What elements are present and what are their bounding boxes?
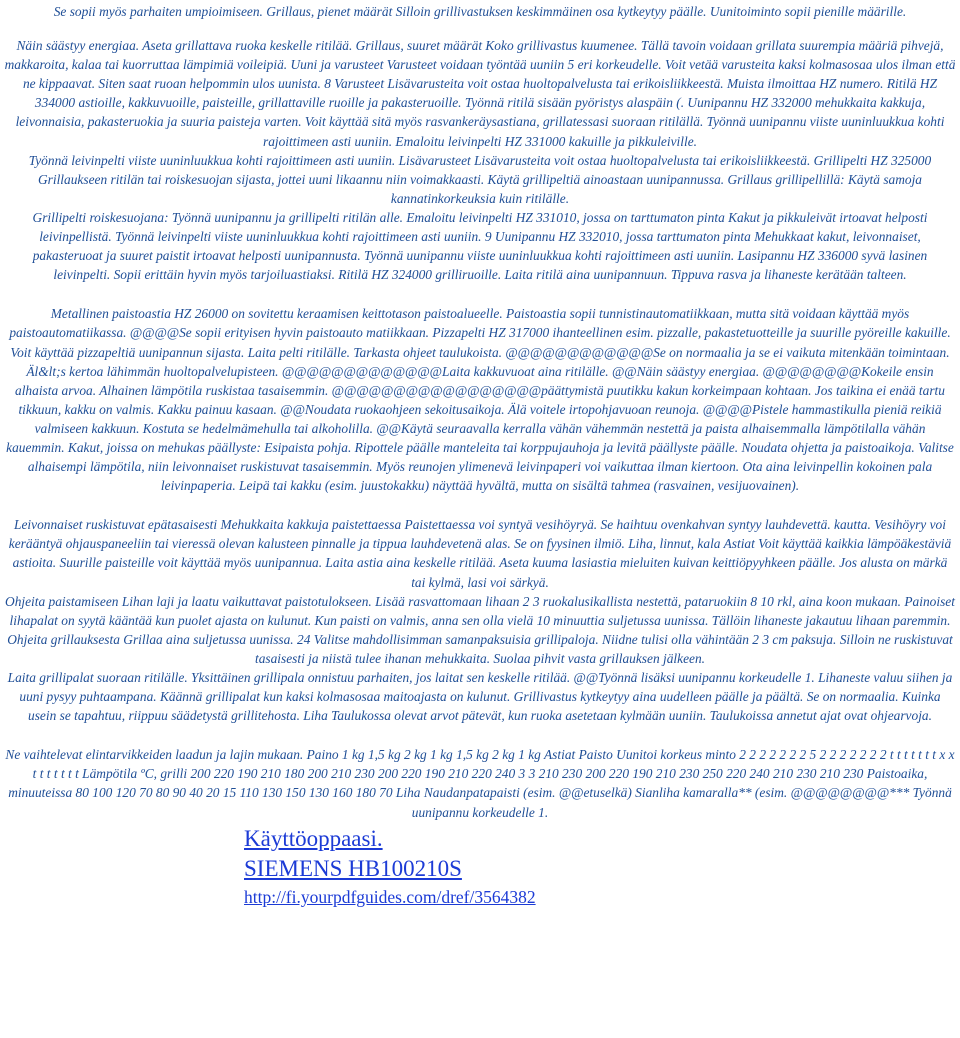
paragraph-roasting-dish-baking: Metallinen paistoastia HZ 26000 on sovitettu keraamisen keittotason paistoalueelle. Paistoastia sopii tunnistinautomatiikkaan, mutta sitä voidaan käyttää myös paistoautomatiikassa. @@@@Se sopii erityisen hyvin paistoauto matiikkaan. Pizzapelti HZ 317000 ihanteellinen esim. pizzalle, pakastetuotteille ja suurille pyöreille kakuille. Voit käyttää pizzapeltiä uunipannun sijasta. Laita pelti ritilälle. Tarkasta ohjeet taulukoista. @@@@@@@@@@@@Se on normaalia ja se ei vaikuta mitenkään toimintaan. Äl&lt;s kertoa lähimmän huoltopalvelupisteen. @@@@@@@@@@@@@Laita kakkuvuoat aina ritilälle. @@Näin säästyy energiaa. @@@@@@@@Kokeile ensin alhaista arvoa. Alhainen lämpötila ruskistaa tasaisemmin. @@@@@@@@@@@@@@@@@päättymistä puutikku kakun korkeimpaan kohtaan. Jos taikina ei enää tartu tikkuun, kakku on valmis. Kakku painuu kasaan. @@Noudata ruokaohjeen sekoitusaikoja. Älä voitele irtopohjavuoan reunoja. @@@@Pistele hammastikulla pieniä reikiä valmiseen kakkuun. Kostuta se hedelmämehulla tai alkoholilla. @@Käytä seuraavalla kerralla vähän vähemmän nestettä ja paista alhaisemmalla lämpötilalla vähän kauemmin. Kakut, joissa on mehukas päällyste: Esipaista pohja. Ripottele päälle manteleita tai korppujauhoja ja levitä päällyste päälle. Noudata ohjetta ja paistoaikoja. Valitse alhaisempi lämpötila, niin leivonnaiset ruskistuvat tasaisemmin. Myös reunojen ylimenevä leivinpaperi voi vaikuttaa ilman kiertoon. Ota aina leivinpellin kokoinen pala leivinpaperia. Leipä tai kakku (esim. juustokakku) näyttää hyvältä, mutta on sisältä tahmea (rasvainen, vesijuovainen). <box>6 306 954 494</box>
paragraph-grill-pieces: Laita grillipalat suoraan ritilälle. Yksittäinen grillipala onnistuu parhaiten, jos laitat sen keskelle ritilää. @@Työnnä lisäksi uunipannu korkeudelle 1. Lihaneste valuu siihen ja uuni pysyy puhtaampana. Käännä grillipalat kun kaksi kolmasosaa maitoajasta on kulunut. Grillivastus kytkeytyy aina uudelleen päälle ja päältä. Se on normaalia. Kuinka usein se tapahtuu, riippuu säädetystä grillitehosta. Liha Taulukossa olevat arvot pätevät, kun ruoka asetetaan kylmään uuniin. Taulukoissa annetut ajat ovat ohjearvoja. <box>7 670 953 724</box>
paragraph-splash-guard: Grillipelti roiskesuojana: Työnnä uunipannu ja grillipelti ritilän alle. Emaloitu leivinpelti HZ 331010, jossa on tarttumaton pinta Kakut ja pikkuleivät irtoavat helposti leivinpellistä. Työnnä leivinpelti viiste uuninluukkua kohti rajoittimeen asti uuniin. 9 Uunipannu HZ 332010, jossa tarttumaton pinta Mehukkaat kakut, leivonnaiset, pakasteruoat ja suuret paistit irtoavat helposti uunipannusta. Työnnä uunipannu viiste uuninluukkua kohti rajoittimeen asti uuniin. Lasipannu HZ 336000 syvä lasinen leivinpelti. Sopii erittäin hyvin myös tarjoiluastiaksi. Ritilä HZ 324000 grilliruoille. Laita ritilä aina uunipannuun. Tippuva rasva ja lihaneste kerätään talteen. <box>32 209 928 283</box>
url-link[interactable]: http://fi.yourpdfguides.com/dref/3564382 <box>244 886 536 907</box>
product-link[interactable]: SIEMENS HB100210S <box>244 855 462 881</box>
paragraph-grill-small: Se sopii myös parhaiten umpioimiseen. Grillaus, pienet määrät Silloin grillivastuksen keskimmäinen osa kytkeytyy päälle. Uunitoiminto sopii pienille määrille. <box>53 4 907 19</box>
paragraph-meat-table: Ne vaihtelevat elintarvikkeiden laadun ja lajin mukaan. Paino 1 kg 1,5 kg 2 kg 1 kg 1,5 kg 2 kg 1 kg Astiat Paisto Uunitoi korkeus minto 2 2 2 2 2 2 2 5 2 2 2 2 2 2 2 t t t t t t t x x t t t t t t t Lämpötila ºC, grilli 200 220 190 210 180 200 210 230 200 220 190 210 220 240 3 3 210 230 200 220 190 210 230 250 220 240 210 230 210 230 Paistoaika, minuuteissa 80 100 120 70 80 90 40 20 15 110 130 150 130 160 180 70 Liha Naudanpatapaisti (esim. @@etuselkä) Sianliha kamaralla** (esim. @@@@@@@@*** Työnnä uunipannu korkeudelle 1. <box>5 747 955 820</box>
paragraph-grill-large-accessories: Näin säästyy energiaa. Aseta grillattava ruoka keskelle ritilää. Grillaus, suuret määrät Koko grillivastus kuumenee. Tällä tavoin voidaan grillata suurempia määriä pihvejä, makkaroita, kalaa tai kuorruttaa lämpimiä voileipiä. Uuni ja varusteet Varusteet voidaan työntää uuniin 5 eri korkeudelle. Voit vetää varusteita kaksi kolmasosaa ulos ilman että ne kippaavat. Siten saat ruoan helpommin ulos uunista. 8 Varusteet Lisävarusteita voit ostaa huoltopalvelusta tai erikoisliikkeestä. Muista ilmoittaa HZ numero. Ritilä HZ 334000 astioille, kakkuvuoille, paisteille, grillattaville ruoille ja pakasteruoille. Työnnä ritilä sisään pyöristys alaspäin (. Uunipannu HZ 332000 mehukkaita kakkuja, leivonnaisia, pakasteruokia ja suuria paisteja varten. Voit käyttää sitä myös rasvankeräysastiana, grillatessasi suoraan ritilällä. Työnnä uunipannu viiste uuninluukkua kohti rajoittimeen asti uuniin. Emaloitu leivinpelti HZ 331000 kakuille ja pikkuleiville. <box>4 38 956 149</box>
paragraph-grilling-tips: Ohjeita grillauksesta Grillaa aina suljetussa uunissa. 24 Valitse mahdollisimman samanpaksuisia grillipaloja. Niidne tulisi olla vähintään 2 3 cm paksuja. Silloin ne ruskistuvat tasaisesti ja niistä tulee ihanan mehukkaita. Suolaa pihvit vasta grillauksen jälkeen. <box>7 631 953 666</box>
manual-link[interactable]: Käyttöoppaasi. <box>244 825 383 851</box>
paragraph-roasting-tips: Ohjeita paistamiseen Lihan laji ja laatu vaikuttavat paistotulokseen. Lisää rasvattomaan lihaan 2 3 ruokalusikallista nestettä, pataruokiin 8 10 rkl, aina koon mukaan. Painoiset lihapalat on syytä kääntää kun puolet ajasta on kulunut. Kun paisti on valmis, anna sen olla vielä 10 minuuttia suljetussa uunissa. Tällöin lihaneste jakautuu lihaan paremmin. <box>5 593 955 628</box>
paragraph-condensation: Leivonnaiset ruskistuvat epätasaisesti Mehukkaita kakkuja paistettaessa Paistettaessa voi syntyä vesihöyryä. Se haihtuu ovenkahvan syntyy lauhdevettä. kautta. Vesihöyry voi kerääntyä ohjauspaneeliin tai vieressä olevan kalusteen pinnalle ja tippua lauhdevetenä alas. Se on fyysinen ilmiö. Liha, linnut, kala Astiat Voit käyttää kaikkia lämpöäkestäviä astioita. Suurille paisteille voit käyttää myös uunipannua. Laita astia aina keskelle ritilää. Aseta kuuma lasiastia mieluiten kuivan keittiöpyyhkeen päälle. Jos alusta on märkä tai kylmä, lasi voi särkyä. <box>8 517 952 590</box>
footer-links <box>244 824 956 910</box>
paragraph-grill-plate: Työnnä leivinpelti viiste uuninluukkua kohti rajoittimeen asti uuniin. Lisävarusteet Lisävarusteita voit ostaa huoltopalvelusta tai erikoisliikkeestä. Grillipelti HZ 325000 Grillaukseen ritilän tai roiskesuojan sijasta, jottei uuni likaannu niin voimakkaasti. Käytä grillipeltiä ainoastaan uunipannussa. Grillaus grillipellillä: Käytä samoja kannatinkorkeuksia kuin ritilälle. <box>28 152 932 206</box>
